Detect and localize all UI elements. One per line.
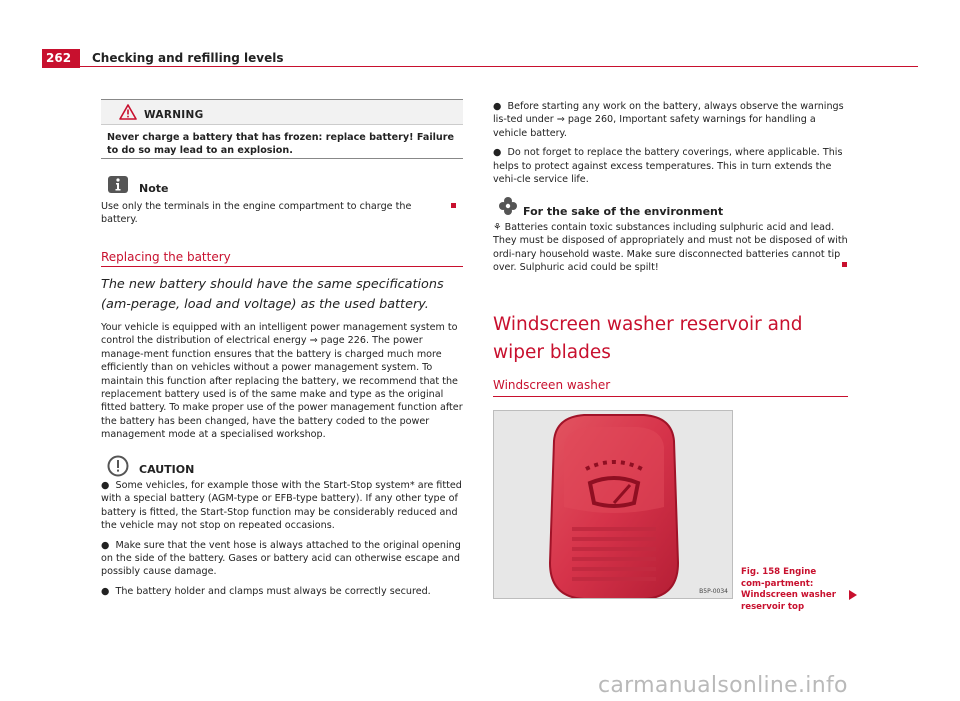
figure-caption: Fig. 158 Engine com-partment: Windscreen washer reservoir top: [741, 567, 836, 612]
note-text: Use only the terminals in the engine compartment to charge the battery.: [101, 201, 412, 226]
section-end-marker: [842, 262, 847, 267]
lead-paragraph: The new battery should have the same specifications (am-perage, load and voltage) as the used battery.: [101, 277, 444, 312]
continue-arrow-icon: [848, 590, 858, 600]
bullet-icon: ●: [101, 480, 116, 491]
caution-list: [101, 479, 463, 604]
section-heading-replacing-battery: Replacing the battery: [101, 250, 231, 264]
list-item: ● Make sure that the vent hose is always attached to the original opening on the side of the battery. Gases or battery acid can otherwise escape and possibly cause damage.: [101, 539, 461, 578]
washer-cap-illustration: [494, 411, 733, 599]
page-header-title: Checking and refilling levels: [92, 51, 284, 65]
environment-inline-icon: ⚘: [493, 222, 505, 233]
chapter-title: Windscreen washer reservoir and wiper blades: [493, 314, 803, 363]
warning-text: Never charge a battery that has frozen: replace battery! Failure to do so may lead to an explosion.: [107, 132, 454, 156]
environment-flower-icon: [498, 196, 518, 216]
section-heading-windscreen-washer: Windscreen washer: [493, 378, 611, 392]
bullet-icon: ●: [101, 585, 116, 597]
bullet-icon: ●: [101, 539, 116, 551]
header-divider: [80, 66, 918, 67]
warning-triangle-icon: [119, 104, 137, 120]
caution-title: CAUTION: [139, 463, 195, 476]
section-divider: [101, 266, 463, 267]
watermark: carmanualsonline.info: [598, 673, 848, 698]
section-end-marker: [451, 203, 456, 208]
note-title: Note: [139, 182, 169, 195]
page-number: 262: [42, 49, 80, 68]
section-divider: [493, 396, 848, 397]
figure-code: B5P-0034: [699, 588, 728, 595]
info-icon: [107, 175, 129, 194]
environment-title: For the sake of the environment: [523, 205, 724, 218]
list-item: ● Do not forget to replace the battery coverings, where applicable. This helps to protect against excess temperatures. This in turn extends the vehi-cle service life.: [493, 147, 843, 186]
list-item: ● The battery holder and clamps must always be correctly secured.: [101, 585, 431, 597]
body-paragraph: Your vehicle is equipped with an intelligent power management system to control the distribution of electrical energy ⇒ page 226. The power manage-ment function ensures that the battery is charged much more efficiently than on vehicles without a power management system. To maintain this function after replacing the battery, we recommend that the replacement battery used is of the same make and type as the original fitted battery. To make proper use of the power management function after the battery has been changed, have the battery coded to the power management mode at a specialised workshop.: [101, 322, 463, 441]
right-bullet-list: [493, 100, 848, 192]
caution-icon: [107, 455, 129, 477]
figure-washer-reservoir-cap: [493, 410, 733, 599]
bullet-icon: ●: [493, 101, 508, 112]
list-item: ● Some vehicles, for example those with the Start-Stop system* are fitted with a special battery (AGM-type or EFB-type battery). If any other type of battery is fitted, the Start-Stop function may be considerably reduced and the vehicle may not stop on repeated occasions.: [101, 480, 462, 532]
list-item: ● Before starting any work on the battery, always observe the warnings lis-ted under ⇒ page 260, Important safety warnings for handling a vehicle battery.: [493, 101, 844, 139]
bullet-icon: ●: [493, 147, 508, 159]
warning-title: WARNING: [144, 109, 204, 121]
environment-text: ⚘ Batteries contain toxic substances including sulphuric acid and lead. They must be disposed of appropriately and must not be disposed of with ordi-nary household waste. Make sure disconnected batteries cannot tip over. Sulphuric acid could be spilt!: [493, 222, 848, 274]
